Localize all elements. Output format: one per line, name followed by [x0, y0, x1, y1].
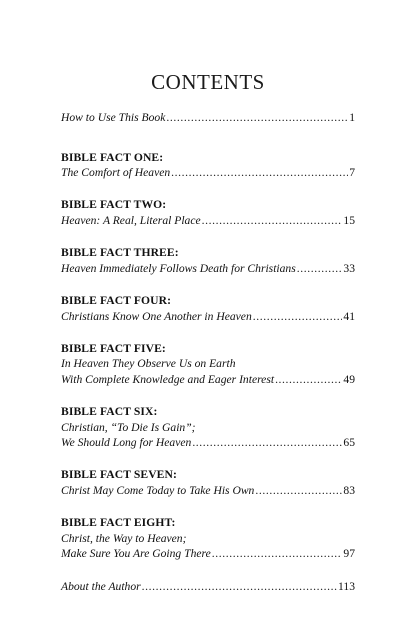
toc-entry-title: Christians Know One Another in Heaven	[61, 309, 252, 323]
toc-line	[61, 110, 355, 126]
toc-entry-heading: BIBLE FACT FOUR:	[61, 293, 172, 307]
dot-leader	[171, 165, 348, 181]
toc-entry-fact-three[interactable]	[61, 245, 355, 276]
toc-entry-title: Make Sure You Are Going There	[61, 547, 211, 561]
toc-entry-heading: BIBLE FACT SEVEN:	[61, 468, 177, 482]
toc-entry-title: How to Use This Book	[61, 111, 166, 124]
toc-line	[61, 372, 355, 388]
toc-entry-title: The Comfort of Heaven	[61, 166, 171, 180]
page-number: 83	[343, 484, 355, 498]
page-number: 65	[343, 436, 355, 450]
toc-entry-fact-six[interactable]	[61, 404, 355, 451]
toc-line	[61, 165, 355, 181]
dot-leader	[192, 435, 342, 451]
toc-entry-fact-five[interactable]	[61, 341, 355, 388]
toc-entry-heading: BIBLE FACT TWO:	[61, 198, 167, 212]
page-number: 33	[343, 261, 355, 275]
toc-entry-heading: BIBLE FACT ONE:	[61, 150, 164, 164]
dot-leader	[212, 546, 343, 562]
page-number: 7	[349, 166, 355, 180]
toc-line	[61, 213, 355, 229]
dot-leader	[255, 483, 342, 499]
toc-entry-subline: In Heaven They Observe Us on Earth	[61, 357, 236, 371]
toc-entry-heading: BIBLE FACT FIVE:	[61, 341, 166, 355]
toc-entry-fact-one[interactable]	[61, 150, 355, 181]
toc-entry-fact-two[interactable]	[61, 197, 355, 228]
toc-entry-title: Heaven Immediately Follows Death for Christians	[61, 261, 296, 275]
page-number: 1	[349, 111, 355, 124]
dot-leader	[202, 213, 343, 229]
dot-leader	[297, 261, 343, 277]
page-number: 15	[343, 213, 355, 227]
dot-leader	[253, 309, 343, 325]
page-number: 49	[343, 372, 355, 386]
toc-entry-heading: BIBLE FACT SIX:	[61, 405, 158, 419]
toc-entry-fact-four[interactable]	[61, 293, 355, 324]
toc-entry-title: Heaven: A Real, Literal Place	[61, 213, 201, 227]
toc-list	[61, 110, 355, 595]
toc-entry-title: About the Author	[61, 580, 141, 594]
toc-entry-heading: BIBLE FACT THREE:	[61, 246, 179, 260]
dot-leader	[275, 372, 342, 388]
toc-entry-subline: Christ, the Way to Heaven;	[61, 531, 187, 545]
toc-entry-fact-seven[interactable]	[61, 467, 355, 498]
toc-entry-title: We Should Long for Heaven	[61, 436, 192, 450]
toc-entry-fact-eight[interactable]	[61, 515, 355, 562]
toc-line	[61, 546, 355, 562]
toc-entry-title: Christ May Come Today to Take His Own	[61, 484, 255, 498]
page-title: CONTENTS	[151, 70, 265, 94]
page-number: 113	[338, 580, 355, 594]
dot-leader	[166, 110, 348, 126]
toc-entry-subline: Christian, “To Die Is Gain”;	[61, 420, 196, 434]
toc-entry-how-to-use[interactable]	[61, 110, 355, 126]
toc-entry-title: With Complete Knowledge and Eager Interest	[61, 372, 275, 386]
page-number: 97	[343, 547, 355, 561]
toc-line	[61, 261, 355, 277]
toc-entry-about-author[interactable]	[61, 579, 355, 595]
page-number: 41	[343, 309, 355, 323]
toc-line	[61, 309, 355, 325]
toc-entry-heading: BIBLE FACT EIGHT:	[61, 516, 176, 530]
toc-line	[61, 435, 355, 451]
dot-leader	[142, 579, 337, 595]
toc-line	[61, 579, 355, 595]
toc-line	[61, 483, 355, 499]
